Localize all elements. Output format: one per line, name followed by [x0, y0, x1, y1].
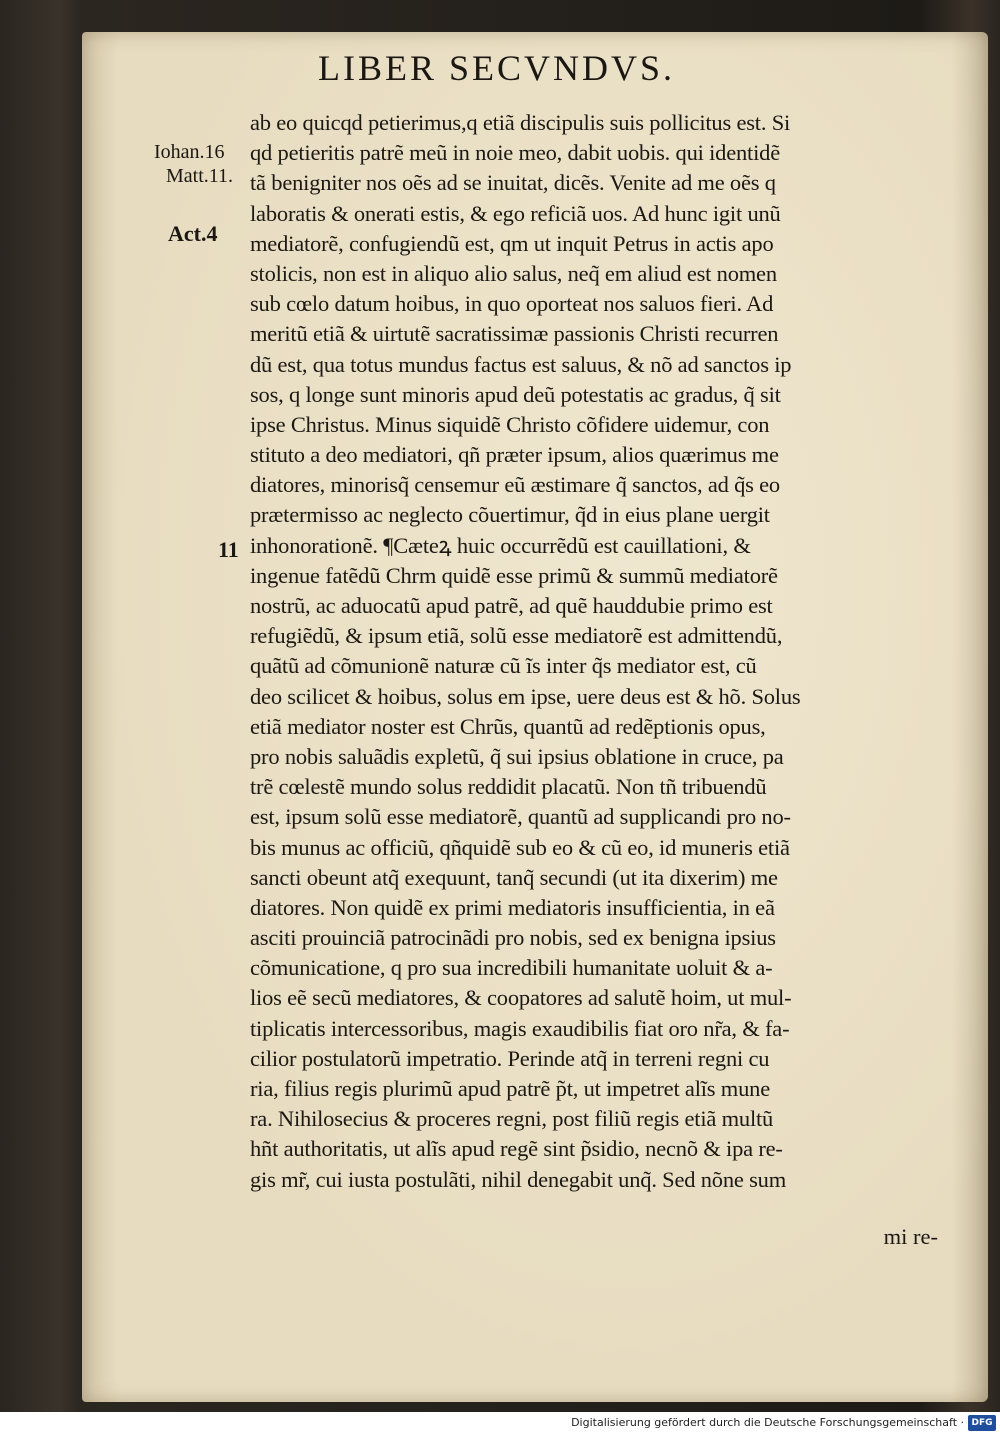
text-line: dũ est, qua totus mundus factus est saluus, & nõ ad sanctos ip	[250, 351, 792, 377]
text-line: gis mr̃, cui iusta postulãti, nihil denegabit unq̃. Sed nõne sum	[250, 1166, 787, 1192]
running-title: LIBER SECVNDVS.	[318, 48, 676, 88]
text-line: qd petieritis patrẽ meũ in noie meo, dabit uobis. qui identidẽ	[250, 140, 780, 166]
text-line: ra. Nihilosecius & proceres regni, post filiũ regis etiã multũ	[250, 1106, 774, 1132]
marginal-reference-matthew: Matt.11.	[166, 165, 234, 187]
text-line: mediatorẽ, confugiendũ est, qm ut inquit Petrus in actis apo	[250, 230, 774, 256]
text-line: stolicis, non est in aliquo alio salus, neq̃ em aliud est nomen	[250, 260, 777, 286]
text-line: quãtũ ad cõmunionẽ naturæ cũ ĩs inter q̃s mediator est, cũ	[250, 653, 757, 679]
text-line: trẽ cœlestẽ mundo solus reddidit placatũ. Non tñ tribuendũ	[250, 774, 767, 800]
text-line: inhonorationẽ. ¶Cæteꝝ huic occurrẽdũ est cauillationi, &	[250, 532, 751, 558]
text-line: ingenue fatẽdũ Chrm quidẽ esse primũ & summũ mediatorẽ	[250, 562, 778, 588]
marginal-section-number: 11	[218, 537, 239, 562]
text-line: sub cœlo datum hoibus, in quo oporteat nos saluos fieri. Ad	[250, 291, 774, 317]
catchword: mi re-	[883, 1224, 938, 1249]
marginal-reference-acts: Act.4	[168, 221, 218, 246]
text-line: sancti obeunt atq̃ exequunt, tanq̃ secundi (ut ita dixerim) me	[250, 864, 778, 890]
text-line: tiplicatis intercessoribus, magis exaudibilis fiat oro nr̃a, & fa-	[250, 1015, 790, 1041]
text-line: ria, filius regis plurimũ apud patrẽ p̃t, ut impetret alĩs mune	[250, 1076, 770, 1101]
text-line: deo scilicet & hoibus, solus em ipse, uere deus est & hõ. Solus	[250, 683, 801, 709]
text-line: pro nobis saluãdis expletũ, q̃ sui ipsius oblatione in cruce, pa	[250, 743, 784, 769]
main-text-block	[250, 108, 940, 1195]
text-line: ab eo quicqd petierimus,q etiã discipulis suis pollicitus est. Si	[250, 110, 791, 135]
text-line: cilior postulatorũ impetratio. Perinde atq̃ in terreni regni cu	[250, 1045, 770, 1071]
funding-notice: Digitalisierung gefördert durch die Deutsche Forschungsgemeinschaft ·	[571, 1416, 964, 1429]
text-line: hñt authoritatis, ut alĩs apud regẽ sint p̃sidio, necnõ & ipa re-	[250, 1136, 783, 1162]
text-line: ipse Christus. Minus siquidẽ Christo cõfidere uidemur, con	[250, 411, 770, 437]
text-line: nostrũ, ac aduocatũ apud patrẽ, ad quẽ hauddubie primo est	[250, 593, 773, 618]
text-line: bis munus ac officiũ, qñquidẽ sub eo & cũ eo, id muneris etiã	[250, 834, 790, 860]
text-line: meritũ etiã & uirtutẽ sacratissimæ passionis Christi recurren	[250, 321, 779, 347]
text-line: asciti prouinciã patrocinãdi pro nobis, sed ex benigna ipsius	[250, 925, 776, 951]
footer-bar	[0, 1412, 1000, 1434]
text-line: etiã mediator noster est Chrũs, quantũ ad redẽptionis opus,	[250, 713, 766, 739]
text-line: est, ipsum solũ esse mediatorẽ, quantũ ad supplicandi pro no-	[250, 804, 791, 830]
text-line: cõmunicatione, q pro sua incredibili humanitate uoluit & a-	[250, 955, 773, 981]
text-line: stituto a deo mediatori, qñ præter ipsum, alios quærimus me	[250, 442, 779, 468]
dfg-logo[interactable]: DFG	[968, 1415, 996, 1431]
text-line: diatores. Non quidẽ ex primi mediatoris insufficientia, in eã	[250, 894, 775, 920]
text-line: lios eẽ secũ mediatores, & coopatores ad salutẽ hoim, ut mul-	[250, 985, 792, 1011]
marginal-reference-john: Iohan.16	[154, 141, 225, 163]
text-line: tã benigniter nos oẽs ad se inuitat, dicẽs. Venite ad me oẽs q	[250, 170, 776, 196]
text-line: laboratis & onerati estis, & ego reficiã uos. Ad hunc igit unũ	[250, 200, 781, 226]
text-line: refugiẽdũ, & ipsum etiã, solũ esse mediatorẽ est admittendũ,	[250, 623, 783, 649]
text-line: diatores, minorisq̃ censemur eũ æstimare q̃ sanctos, ad q̃s eo	[250, 472, 780, 498]
text-line: sos, q longe sunt minoris apud deũ potestatis ac gradus, q̃ sit	[250, 381, 781, 407]
text-line: prætermisso ac neglecto cõuertimur, q̃d in eius plane uergit	[250, 502, 770, 528]
